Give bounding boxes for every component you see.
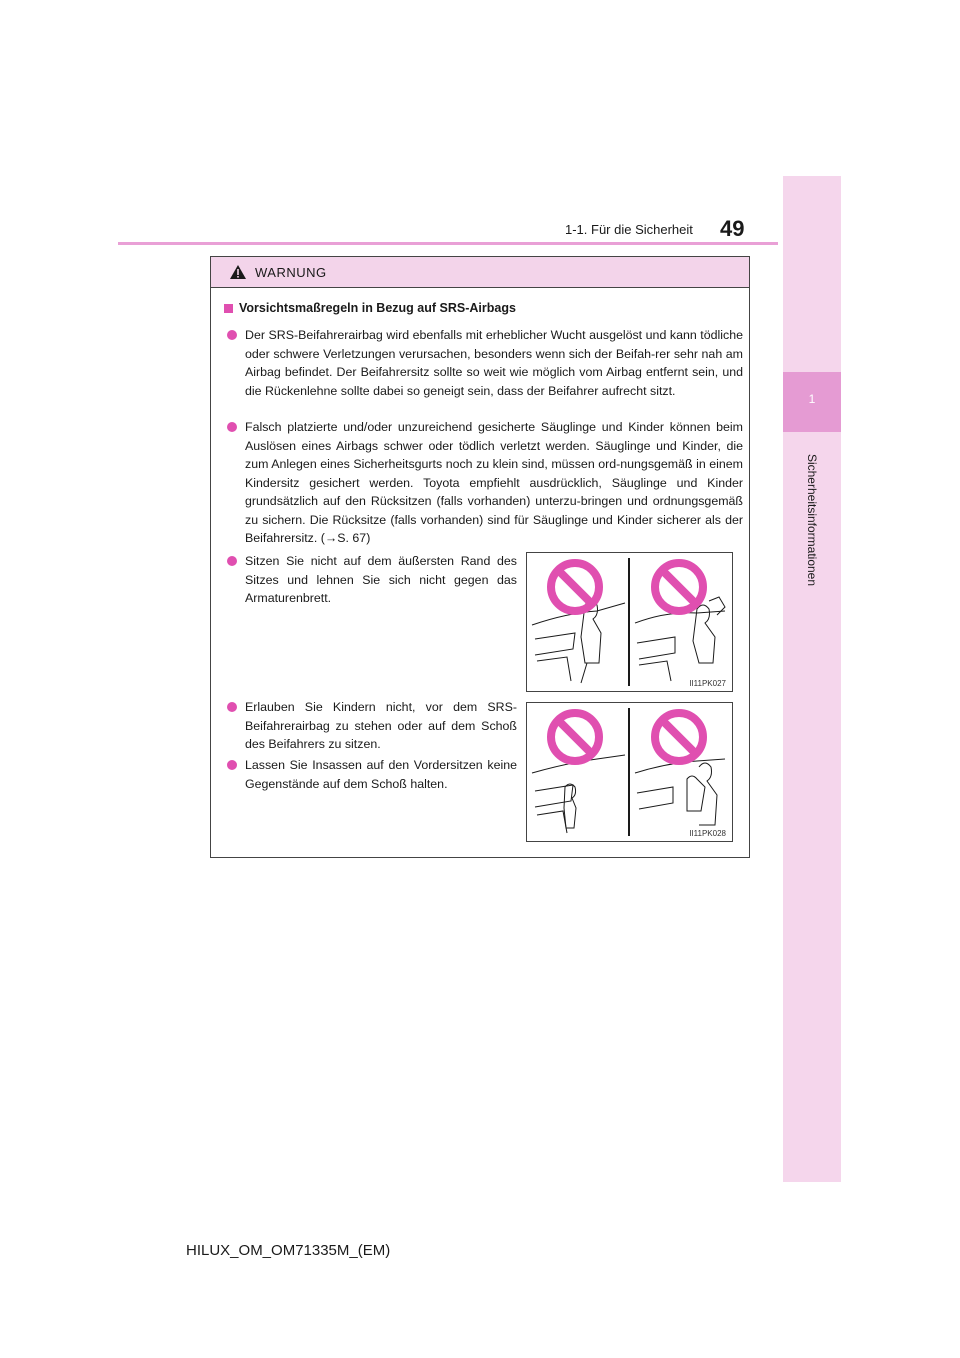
section-title: 1-1. Für die Sicherheit	[565, 222, 693, 237]
warning-bullet	[227, 756, 517, 793]
illustration-sitting-edge	[526, 552, 733, 692]
illustration-drawing	[527, 553, 732, 691]
warning-title: WARNUNG	[255, 264, 327, 280]
warning-subheading-text: Vorsichtsmaßregeln in Bezug auf SRS-Airbags	[239, 301, 516, 315]
warning-bullet-text: Erlauben Sie Kindern nicht, vor dem SRS-Beifahrerairbag zu stehen oder auf dem Schoß des Beifahrers zu sitzen.	[245, 700, 517, 751]
bullet-dot-icon	[227, 422, 237, 432]
warning-body	[211, 288, 749, 857]
warning-bullet-text: Der SRS-Beifahrerairbag wird ebenfalls mit erheblicher Wucht ausgelöst und kann tödliche oder schwere Verletzungen verursachen, besonders wenn sich der Beifah-rer sehr nah am Airbag befindet. Der Beifahrersitz sollte so weit wie möglich vom Airbag entfernt sein, und die Rückenlehne sollte dabei so geneigt sein, dass der Beifahrer aufrecht sitzt.	[245, 328, 743, 398]
bullet-dot-icon	[227, 760, 237, 770]
bullet-dot-icon	[227, 556, 237, 566]
warning-bullet	[227, 698, 517, 754]
prohibition-icon	[655, 713, 703, 761]
illustration-drawing	[527, 703, 732, 841]
warning-bullet-text: Falsch platzierte und/oder unzureichend gesicherte Säuglinge und Kinder können beim Auslösen eines Airbags schwer oder tödlich verletzt werden. Säuglinge und Kinder, die zum Anlegen eines Sicherheitsgurts noch zu klein sind, müssen ord-nungsgemäß in einem Kindersitz gesichert werden. Toyota empfiehlt ausdrücklich, Säuglinge und Kinder grundsätzlich auf den Rücksitzen (falls vorhanden) unterzu-bringen und ordnungsgemäß zu sichern. Die Rücksitze (falls vorhanden) sind für Säuglinge und Kinder sicherer als der Beifahrersitz. (→S. 67)	[245, 420, 743, 545]
prohibition-icon	[655, 563, 703, 611]
square-bullet-icon	[224, 304, 233, 313]
warning-bullet	[227, 552, 517, 608]
bullet-dot-icon	[227, 330, 237, 340]
warning-bullet-text: Lassen Sie Insassen auf den Vordersitzen keine Gegenstände auf dem Schoß halten.	[245, 758, 517, 791]
footer-doc-id: HILUX_OM_OM71335M_(EM)	[186, 1242, 391, 1259]
page-number: 49	[720, 216, 745, 241]
illustration-code: II11PK027	[689, 679, 726, 688]
chapter-name: Sicherheitsinformationen	[805, 453, 819, 587]
warning-box	[210, 256, 750, 858]
bullet-dot-icon	[227, 702, 237, 712]
prohibition-icon	[551, 713, 599, 761]
chapter-number: 1	[808, 392, 816, 406]
prohibition-icon	[551, 563, 599, 611]
illustration-code: II11PK028	[689, 829, 726, 838]
side-tab	[783, 176, 841, 1182]
warning-triangle-icon	[229, 264, 247, 280]
illustration-child-standing	[526, 702, 733, 842]
warning-bullet	[227, 418, 743, 548]
warning-bullet-text: Sitzen Sie nicht auf dem äußersten Rand des Sitzes und lehnen Sie sich nicht gegen das Armaturenbrett.	[245, 554, 517, 605]
warning-bullet	[227, 326, 743, 400]
header-rule	[118, 242, 778, 245]
warning-subheading	[224, 301, 516, 315]
warning-header	[211, 257, 749, 288]
